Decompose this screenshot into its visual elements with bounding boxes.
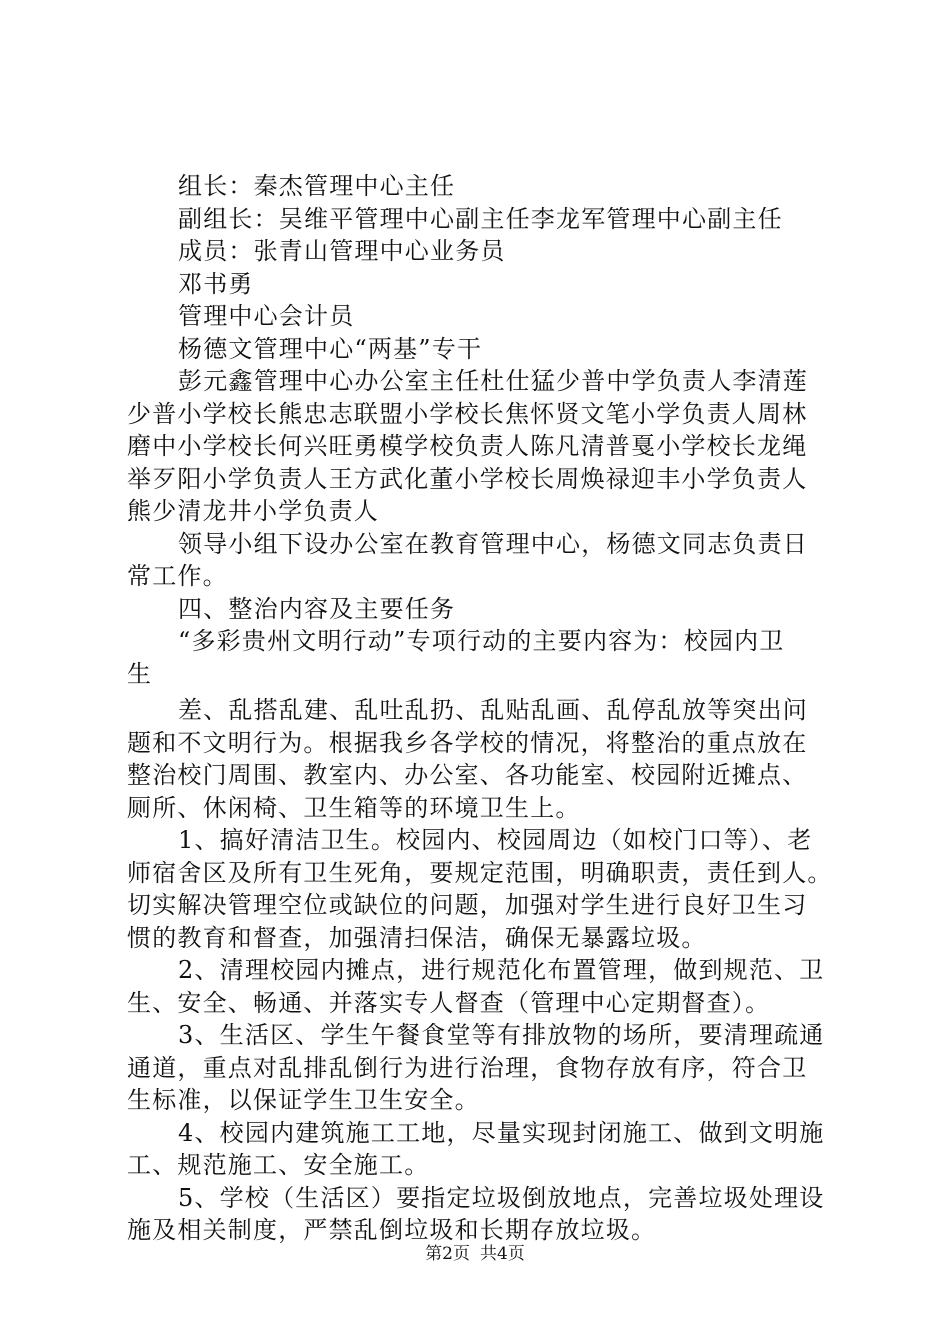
line-task1-4: 惯的教育和督查，加强清扫保洁，确保无暴露垃圾。 bbox=[127, 923, 707, 952]
line-task1-1: 1、搞好清洁卫生。校园内、校园周边（如校门口等）、老 bbox=[178, 826, 813, 854]
line-task1-2: 师宿舍区及所有卫生死角，要规定范围，明确职责，责任到人。 bbox=[127, 858, 833, 887]
line-task3-1: 3、生活区、学生午餐食堂等有排放物的场所，要清理疏通 bbox=[178, 1021, 825, 1049]
page-number: 第2页 bbox=[425, 1244, 470, 1264]
line-office-1: 领导小组下设办公室在教育管理中心，杨德文同志负责日 bbox=[178, 529, 808, 558]
line-task1-3: 切实解决管理空位或缺位的问题，加强对学生进行良好卫生习 bbox=[127, 891, 808, 919]
line-task4-1: 4、校园内建筑施工工地，尽量实现封闭施工、做到文明施 bbox=[178, 1118, 825, 1147]
section-heading: 四、整治内容及主要任务 bbox=[178, 594, 456, 623]
line-issues-2: 题和不文明行为。根据我乡各学校的情况，将整治的重点放在 bbox=[127, 728, 808, 757]
line-task2-1: 2、清理校园内摊点，进行规范化布置管理，做到规范、卫 bbox=[178, 956, 825, 984]
line-office-2: 常工作。 bbox=[127, 562, 228, 590]
line-members: 成员：张青山管理中心业务员 bbox=[178, 237, 506, 265]
line-main-content-2: 生 bbox=[127, 659, 153, 688]
line-main-content-1: “多彩贵州文明行动”专项行动的主要内容为：校园内卫 bbox=[178, 627, 785, 655]
line-member-yang: 杨德文管理中心“两基”专干 bbox=[178, 334, 483, 363]
line-member-name: 邓书勇 bbox=[178, 269, 254, 298]
line-task5-1: 5、学校（生活区）要指定垃圾倒放地点，完善垃圾处理设 bbox=[178, 1183, 825, 1212]
line-task2-2: 生、安全、畅通、并落实专人督查（管理中心定期督查）。 bbox=[127, 988, 771, 1017]
page-total: 共4页 bbox=[480, 1244, 525, 1264]
line-task3-2: 通道，重点对乱排乱倒行为进行治理，食物存放有序，符合卫 bbox=[127, 1053, 808, 1082]
page-footer bbox=[0, 1242, 950, 1266]
line-member-list-3: 磨中小学校长何兴旺勇模学校负责人陈凡清普戛小学校长龙绳 bbox=[127, 432, 808, 460]
line-issues-3: 整治校门周围、教室内、办公室、各功能室、校园附近摊点、 bbox=[127, 761, 808, 789]
line-member-list-1: 彭元鑫管理中心办公室主任杜仕猛少普中学负责人李清莲 bbox=[178, 367, 808, 395]
line-issues-1: 差、乱搭乱建、乱吐乱扔、乱贴乱画、乱停乱放等突出问 bbox=[178, 696, 808, 724]
line-member-role: 管理中心会计员 bbox=[178, 302, 355, 330]
line-deputy-leader: 副组长：吴维平管理中心副主任李龙军管理中心副主任 bbox=[178, 204, 783, 233]
line-task5-2: 施及相关制度，严禁乱倒垃圾和长期存放垃圾。 bbox=[127, 1216, 657, 1244]
line-task3-3: 生标准，以保证学生卫生安全。 bbox=[127, 1086, 480, 1114]
line-group-leader: 组长：秦杰管理中心主任 bbox=[178, 172, 456, 200]
line-task4-2: 工、规范施工、安全施工。 bbox=[127, 1151, 430, 1179]
line-member-list-4: 举歹阳小学负责人王方武化董小学校长周焕禄迎丰小学负责人 bbox=[127, 464, 808, 493]
line-issues-4: 厕所、休闲椅、卫生箱等的环境卫生上。 bbox=[127, 793, 581, 822]
line-member-list-5: 熊少清龙井小学负责人 bbox=[127, 497, 379, 525]
document-body bbox=[127, 170, 837, 1247]
line-member-list-2: 少普小学校长熊忠志联盟小学校长焦怀贤文笔小学负责人周林 bbox=[127, 399, 808, 428]
